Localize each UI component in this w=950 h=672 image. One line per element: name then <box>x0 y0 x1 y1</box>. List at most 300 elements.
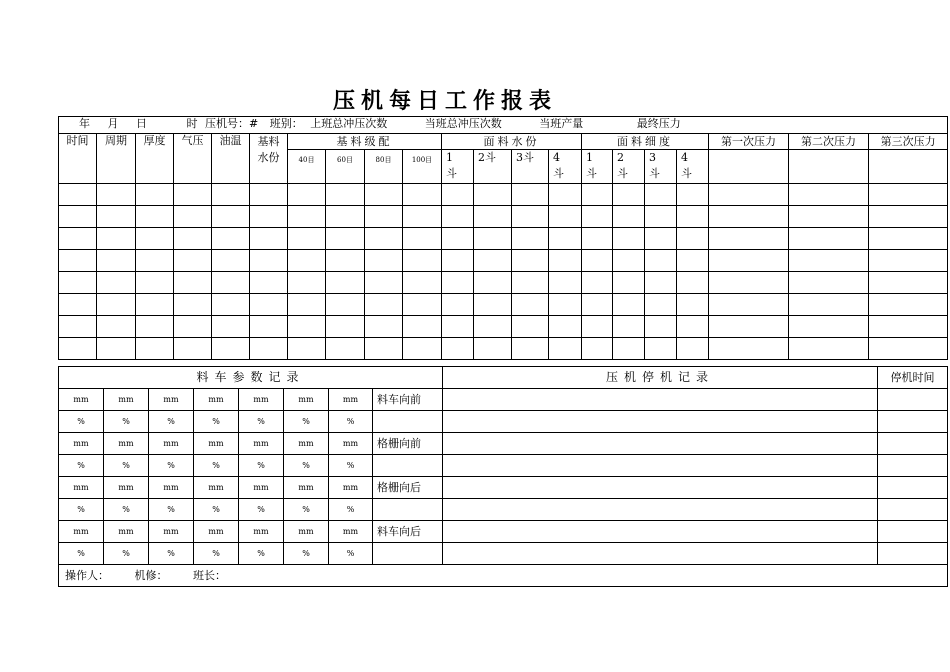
table-cell[interactable] <box>365 294 403 316</box>
hour-label: 时 <box>186 117 198 130</box>
table-cell[interactable] <box>174 228 212 250</box>
cart-param-row <box>59 477 948 499</box>
stop-time-cell[interactable] <box>878 543 948 565</box>
table-cell[interactable] <box>97 206 136 228</box>
table-cell[interactable] <box>442 206 474 228</box>
table-cell[interactable] <box>582 294 613 316</box>
table-cell[interactable] <box>613 250 645 272</box>
unit-cell[interactable]: % <box>194 455 239 477</box>
table-cell[interactable] <box>174 272 212 294</box>
table-cell[interactable] <box>59 272 97 294</box>
unit-cell[interactable]: mm <box>284 477 329 499</box>
table-cell[interactable] <box>97 184 136 206</box>
unit-cell[interactable]: % <box>194 499 239 521</box>
table-cell[interactable] <box>709 184 789 206</box>
unit-cell[interactable]: mm <box>284 433 329 455</box>
unit-cell[interactable]: % <box>329 411 373 433</box>
stop-record-cell[interactable] <box>443 433 878 455</box>
col-pressure-3: 第三次压力 <box>869 134 948 150</box>
table-cell[interactable] <box>549 294 582 316</box>
stop-record-cell[interactable] <box>443 499 878 521</box>
table-cell[interactable] <box>549 228 582 250</box>
col-base-water <box>250 134 288 184</box>
table-cell[interactable] <box>326 184 365 206</box>
table-cell[interactable] <box>326 228 365 250</box>
table-cell[interactable] <box>474 338 512 360</box>
table-cell[interactable] <box>326 294 365 316</box>
table-cell[interactable] <box>613 206 645 228</box>
stop-time-cell[interactable] <box>878 389 948 411</box>
table-cell[interactable] <box>677 228 709 250</box>
unit-cell[interactable]: mm <box>149 477 194 499</box>
table-cell[interactable] <box>212 228 250 250</box>
table-cell[interactable] <box>582 228 613 250</box>
unit-cell[interactable]: mm <box>329 389 373 411</box>
unit-cell[interactable]: mm <box>284 389 329 411</box>
table-cell[interactable] <box>97 316 136 338</box>
face-fine-dou-2: 2 斗 <box>613 150 645 184</box>
table-cell[interactable] <box>136 294 174 316</box>
cart-param-row <box>59 411 948 433</box>
table-cell[interactable] <box>869 294 948 316</box>
unit-cell[interactable]: % <box>59 411 104 433</box>
unit-cell[interactable]: mm <box>284 521 329 543</box>
table-row <box>59 228 948 250</box>
cart-param-row <box>59 543 948 565</box>
table-cell[interactable] <box>474 184 512 206</box>
table-cell[interactable] <box>326 272 365 294</box>
signature-row <box>59 565 948 587</box>
info-row <box>59 117 948 134</box>
table-cell[interactable] <box>326 250 365 272</box>
table-cell[interactable] <box>403 316 442 338</box>
col-face-water: 面料水份 <box>442 134 582 150</box>
table-cell[interactable] <box>869 338 948 360</box>
table-cell[interactable] <box>403 272 442 294</box>
col-cycle: 周期 <box>97 134 136 184</box>
col-thickness: 厚度 <box>136 134 174 184</box>
col-base-grade: 基料级配 <box>288 134 442 150</box>
table-cell[interactable] <box>250 206 288 228</box>
table-cell[interactable] <box>288 250 326 272</box>
table-cell[interactable] <box>645 338 677 360</box>
table-cell[interactable] <box>365 228 403 250</box>
table-cell[interactable] <box>677 294 709 316</box>
table-cell[interactable] <box>365 338 403 360</box>
col-time: 时间 <box>59 134 97 184</box>
table-cell[interactable] <box>869 206 948 228</box>
face-fine-dou-3: 3 斗 <box>645 150 677 184</box>
unit-cell[interactable]: % <box>239 455 284 477</box>
table-cell[interactable] <box>365 184 403 206</box>
unit-cell[interactable]: % <box>149 499 194 521</box>
table-cell[interactable] <box>474 272 512 294</box>
table-cell[interactable] <box>789 316 869 338</box>
unit-cell[interactable]: % <box>104 499 149 521</box>
table-row <box>59 316 948 338</box>
face-water-dou-2: 2斗 <box>474 150 512 184</box>
table-cell[interactable] <box>288 272 326 294</box>
table-cell[interactable] <box>97 228 136 250</box>
total-cur-label: 当班总冲压次数 <box>424 117 502 130</box>
table-cell[interactable] <box>212 294 250 316</box>
table-cell[interactable] <box>174 294 212 316</box>
table-cell[interactable] <box>442 272 474 294</box>
table-row <box>59 184 948 206</box>
stop-time-cell[interactable] <box>878 411 948 433</box>
table-cell[interactable] <box>365 272 403 294</box>
unit-cell[interactable]: mm <box>59 477 104 499</box>
cart-param-label: 格栅向后 <box>373 477 443 499</box>
table-cell[interactable] <box>288 228 326 250</box>
unit-cell[interactable]: % <box>149 543 194 565</box>
unit-cell[interactable]: mm <box>239 433 284 455</box>
table-cell[interactable] <box>136 228 174 250</box>
stop-record-cell[interactable] <box>443 411 878 433</box>
stop-time-cell[interactable] <box>878 521 948 543</box>
table-cell[interactable] <box>136 272 174 294</box>
unit-cell[interactable]: mm <box>59 433 104 455</box>
table-cell[interactable] <box>250 184 288 206</box>
unit-cell[interactable]: % <box>239 411 284 433</box>
unit-cell[interactable]: % <box>194 543 239 565</box>
table-cell[interactable] <box>59 338 97 360</box>
unit-cell[interactable]: mm <box>194 477 239 499</box>
unit-cell[interactable]: % <box>104 411 149 433</box>
unit-cell[interactable]: % <box>284 543 329 565</box>
table-cell[interactable] <box>442 294 474 316</box>
table-row <box>59 206 948 228</box>
day-label: 日 <box>136 117 147 130</box>
table-cell[interactable] <box>59 316 97 338</box>
unit-cell[interactable]: % <box>59 543 104 565</box>
table-cell[interactable] <box>512 250 549 272</box>
stop-time-cell[interactable] <box>878 477 948 499</box>
table-cell[interactable] <box>645 250 677 272</box>
table-cell[interactable] <box>869 316 948 338</box>
face-water-dou-1: 1 斗 <box>442 150 474 184</box>
press-stop-title: 压机停机记录 <box>443 367 878 389</box>
unit-cell[interactable]: % <box>284 411 329 433</box>
table-cell[interactable] <box>442 228 474 250</box>
unit-cell[interactable]: mm <box>239 389 284 411</box>
pressure-1-cell <box>709 150 789 184</box>
data-rows <box>59 184 948 360</box>
unit-cell[interactable]: mm <box>104 433 149 455</box>
table-cell[interactable] <box>212 250 250 272</box>
table-cell[interactable] <box>250 228 288 250</box>
unit-cell[interactable]: mm <box>194 433 239 455</box>
table-cell[interactable] <box>549 272 582 294</box>
table-cell[interactable] <box>288 294 326 316</box>
table-row <box>59 272 948 294</box>
table-cell[interactable] <box>326 338 365 360</box>
table-cell[interactable] <box>288 184 326 206</box>
repair-label: 机修： <box>134 569 168 582</box>
table-cell[interactable] <box>549 316 582 338</box>
unit-cell[interactable]: % <box>149 455 194 477</box>
table-cell[interactable] <box>709 228 789 250</box>
table-cell[interactable] <box>442 250 474 272</box>
table-cell[interactable] <box>512 184 549 206</box>
table-cell[interactable] <box>474 250 512 272</box>
stop-time-cell[interactable] <box>878 433 948 455</box>
table-cell[interactable] <box>512 228 549 250</box>
stop-time-cell[interactable] <box>878 499 948 521</box>
table-cell[interactable] <box>250 338 288 360</box>
table-cell[interactable] <box>512 272 549 294</box>
report-table <box>58 116 948 360</box>
unit-cell[interactable]: % <box>194 411 239 433</box>
cart-rows <box>59 389 948 565</box>
table-cell[interactable] <box>326 206 365 228</box>
table-cell[interactable] <box>549 206 582 228</box>
unit-cell[interactable]: % <box>239 543 284 565</box>
unit-cell[interactable]: % <box>59 499 104 521</box>
table-cell[interactable] <box>869 272 948 294</box>
table-cell[interactable] <box>442 316 474 338</box>
table-cell[interactable] <box>789 272 869 294</box>
press-no-label: 压机号：# <box>205 117 259 130</box>
mesh-40: 40目 <box>288 150 326 184</box>
table-cell[interactable] <box>582 250 613 272</box>
unit-cell[interactable]: mm <box>149 389 194 411</box>
stop-record-cell[interactable] <box>443 543 878 565</box>
unit-cell[interactable]: mm <box>329 433 373 455</box>
stop-record-cell[interactable] <box>443 455 878 477</box>
table-cell[interactable] <box>59 206 97 228</box>
unit-cell[interactable]: mm <box>59 389 104 411</box>
unit-cell[interactable]: mm <box>104 521 149 543</box>
table-cell[interactable] <box>136 206 174 228</box>
table-cell[interactable] <box>288 206 326 228</box>
table-cell[interactable] <box>403 206 442 228</box>
unit-cell[interactable]: % <box>329 455 373 477</box>
table-cell[interactable] <box>789 228 869 250</box>
operator-label: 操作人： <box>65 569 109 582</box>
table-cell[interactable] <box>136 250 174 272</box>
stop-record-cell[interactable] <box>443 389 878 411</box>
table-cell[interactable] <box>645 272 677 294</box>
unit-cell[interactable]: mm <box>104 477 149 499</box>
table-cell[interactable] <box>677 206 709 228</box>
table-cell[interactable] <box>59 228 97 250</box>
table-cell[interactable] <box>97 294 136 316</box>
table-cell[interactable] <box>549 184 582 206</box>
table-cell[interactable] <box>97 250 136 272</box>
table-cell[interactable] <box>174 338 212 360</box>
table-cell[interactable] <box>403 250 442 272</box>
cart-param-label: 格栅向前 <box>373 433 443 455</box>
table-cell[interactable] <box>403 228 442 250</box>
table-cell[interactable] <box>582 316 613 338</box>
table-cell[interactable] <box>677 184 709 206</box>
table-cell[interactable] <box>288 316 326 338</box>
table-cell[interactable] <box>789 250 869 272</box>
page-title: 压机每日工作报表 <box>332 88 557 114</box>
unit-cell[interactable]: mm <box>104 389 149 411</box>
table-cell[interactable] <box>212 272 250 294</box>
table-cell[interactable] <box>59 250 97 272</box>
table-cell[interactable] <box>136 338 174 360</box>
unit-cell[interactable]: % <box>104 455 149 477</box>
total-up-label: 上班总冲压次数 <box>310 117 388 130</box>
table-cell[interactable] <box>677 272 709 294</box>
table-cell[interactable] <box>613 316 645 338</box>
table-cell[interactable] <box>174 250 212 272</box>
table-cell[interactable] <box>645 184 677 206</box>
table-cell[interactable] <box>474 206 512 228</box>
table-cell[interactable] <box>512 206 549 228</box>
table-cell[interactable] <box>709 250 789 272</box>
table-cell[interactable] <box>582 338 613 360</box>
table-cell[interactable] <box>212 338 250 360</box>
unit-cell[interactable]: mm <box>149 521 194 543</box>
table-cell[interactable] <box>709 316 789 338</box>
table-cell[interactable] <box>869 184 948 206</box>
unit-cell[interactable]: % <box>284 499 329 521</box>
unit-cell[interactable]: mm <box>149 433 194 455</box>
table-cell[interactable] <box>613 338 645 360</box>
table-cell[interactable] <box>613 294 645 316</box>
table-cell[interactable] <box>709 272 789 294</box>
face-fine-dou-1: 1 斗 <box>582 150 613 184</box>
table-cell[interactable] <box>403 338 442 360</box>
table-cell[interactable] <box>288 338 326 360</box>
table-cell[interactable] <box>365 250 403 272</box>
table-cell[interactable] <box>645 228 677 250</box>
table-cell[interactable] <box>582 272 613 294</box>
table-cell[interactable] <box>582 184 613 206</box>
cart-params-title: 料车参数记录 <box>59 367 443 389</box>
table-cell[interactable] <box>174 316 212 338</box>
mesh-100: 100目 <box>403 150 442 184</box>
cart-param-row <box>59 521 948 543</box>
table-cell[interactable] <box>474 228 512 250</box>
table-cell[interactable] <box>365 316 403 338</box>
table-cell[interactable] <box>250 250 288 272</box>
pressure-3-cell <box>869 150 948 184</box>
table-cell[interactable] <box>59 184 97 206</box>
shift-label: 班别： <box>269 117 303 130</box>
unit-cell[interactable]: mm <box>329 521 373 543</box>
unit-cell[interactable]: % <box>284 455 329 477</box>
table-cell[interactable] <box>645 206 677 228</box>
unit-cell[interactable]: % <box>329 499 373 521</box>
table-cell[interactable] <box>136 316 174 338</box>
table-cell[interactable] <box>645 316 677 338</box>
col-face-fine: 面料细度 <box>582 134 709 150</box>
table-cell[interactable] <box>613 228 645 250</box>
table-cell[interactable] <box>582 206 613 228</box>
table-cell[interactable] <box>549 250 582 272</box>
table-cell[interactable] <box>326 316 365 338</box>
table-cell[interactable] <box>97 272 136 294</box>
table-cell[interactable] <box>789 206 869 228</box>
col-pressure-1: 第一次压力 <box>709 134 789 150</box>
table-cell[interactable] <box>403 294 442 316</box>
table-cell[interactable] <box>136 184 174 206</box>
table-cell[interactable] <box>709 294 789 316</box>
table-cell[interactable] <box>250 272 288 294</box>
unit-cell[interactable]: % <box>239 499 284 521</box>
unit-cell[interactable]: % <box>329 543 373 565</box>
stop-record-cell[interactable] <box>443 477 878 499</box>
table-cell[interactable] <box>869 228 948 250</box>
table-cell[interactable] <box>677 316 709 338</box>
table-cell[interactable] <box>613 272 645 294</box>
table-cell[interactable] <box>250 294 288 316</box>
unit-cell[interactable]: % <box>104 543 149 565</box>
table-cell[interactable] <box>403 184 442 206</box>
unit-cell[interactable]: % <box>149 411 194 433</box>
table-cell[interactable] <box>212 184 250 206</box>
unit-cell[interactable]: % <box>59 455 104 477</box>
cart-param-label: 料车向前 <box>373 389 443 411</box>
unit-cell[interactable]: mm <box>239 477 284 499</box>
base-water-line2: 水份 <box>257 151 280 164</box>
table-cell[interactable] <box>789 338 869 360</box>
pressure-2-cell <box>789 150 869 184</box>
unit-cell[interactable]: mm <box>329 477 373 499</box>
lower-table <box>58 366 948 587</box>
table-cell[interactable] <box>212 206 250 228</box>
table-cell[interactable] <box>645 294 677 316</box>
cart-param-row <box>59 433 948 455</box>
table-cell[interactable] <box>442 184 474 206</box>
unit-cell[interactable]: mm <box>239 521 284 543</box>
table-cell[interactable] <box>789 294 869 316</box>
table-cell[interactable] <box>212 316 250 338</box>
table-cell[interactable] <box>709 338 789 360</box>
table-cell[interactable] <box>789 184 869 206</box>
face-fine-dou-4: 4 斗 <box>677 150 709 184</box>
table-row <box>59 250 948 272</box>
table-cell[interactable] <box>174 184 212 206</box>
stop-record-cell[interactable] <box>443 521 878 543</box>
stop-time-cell[interactable] <box>878 455 948 477</box>
col-oil: 油温 <box>212 134 250 184</box>
cart-param-row <box>59 499 948 521</box>
unit-cell[interactable]: mm <box>59 521 104 543</box>
table-cell[interactable] <box>59 294 97 316</box>
table-cell[interactable] <box>869 250 948 272</box>
table-cell[interactable] <box>512 316 549 338</box>
table-cell[interactable] <box>512 338 549 360</box>
table-cell[interactable] <box>474 294 512 316</box>
table-cell[interactable] <box>442 338 474 360</box>
col-pressure-2: 第二次压力 <box>789 134 869 150</box>
final-pressure-label: 最终压力 <box>636 117 681 130</box>
table-cell[interactable] <box>174 206 212 228</box>
output-label: 当班产量 <box>539 117 584 130</box>
table-cell[interactable] <box>250 316 288 338</box>
unit-cell[interactable]: mm <box>194 389 239 411</box>
table-cell[interactable] <box>613 184 645 206</box>
cart-param-label <box>373 455 443 477</box>
table-cell[interactable] <box>474 316 512 338</box>
table-cell[interactable] <box>677 338 709 360</box>
table-cell[interactable] <box>677 250 709 272</box>
table-cell[interactable] <box>512 294 549 316</box>
unit-cell[interactable]: mm <box>194 521 239 543</box>
base-water-line1: 基料 <box>257 135 280 148</box>
table-cell[interactable] <box>709 206 789 228</box>
table-cell[interactable] <box>97 338 136 360</box>
face-water-dou-4: 4 斗 <box>549 150 582 184</box>
table-cell[interactable] <box>549 338 582 360</box>
table-cell[interactable] <box>365 206 403 228</box>
